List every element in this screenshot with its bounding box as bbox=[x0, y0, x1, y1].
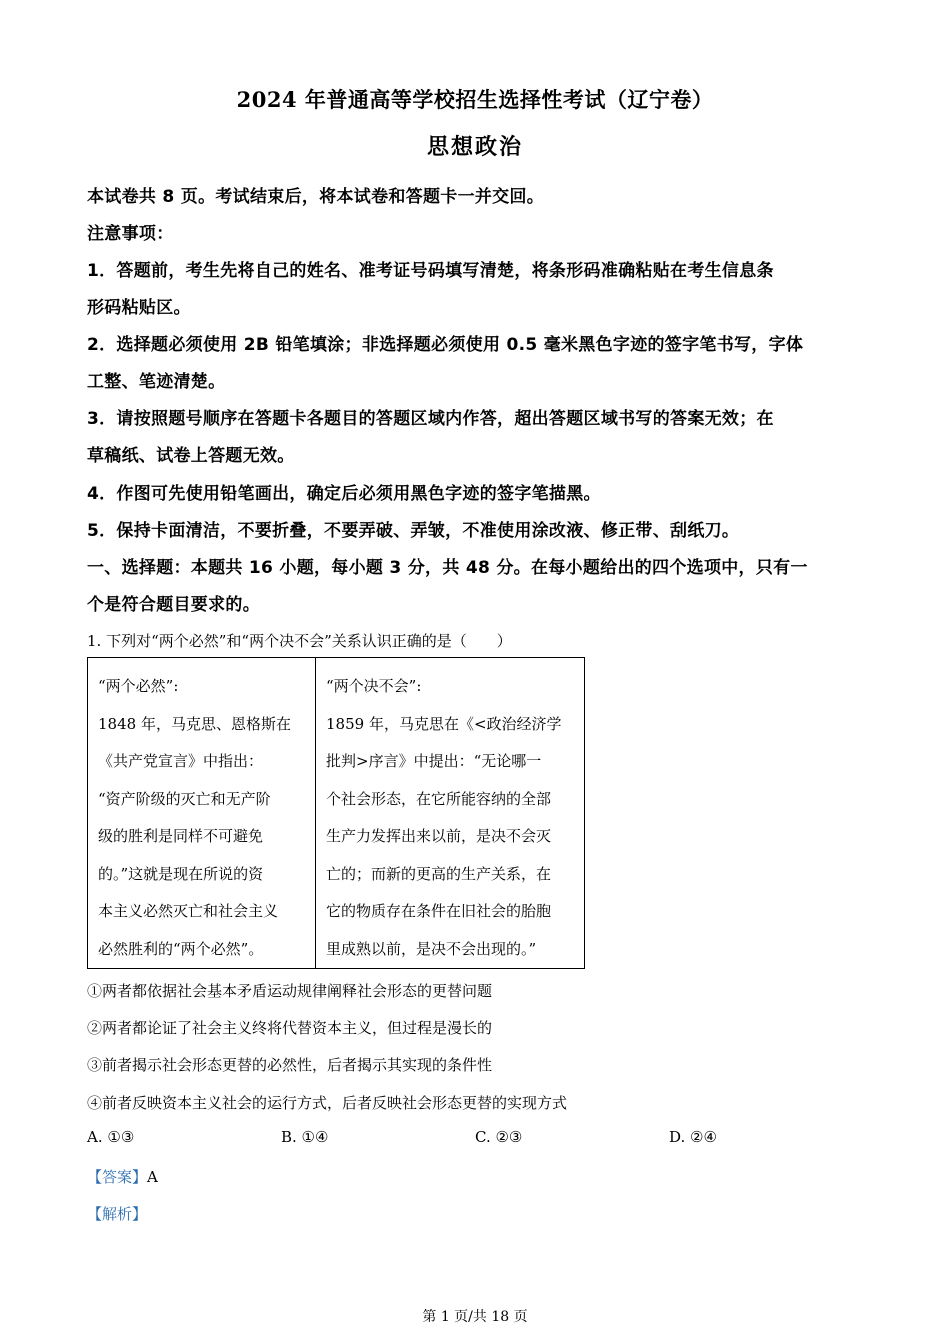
quote-table bbox=[87, 657, 585, 969]
left-cell-line: “资产阶级的灭亡和无产阶 bbox=[98, 789, 271, 808]
answer-line bbox=[87, 1166, 158, 1187]
quote-table-right-cell bbox=[316, 658, 583, 968]
answer-tag: 【答案】 bbox=[87, 1168, 148, 1186]
notice-item-1-line-1: 1．答题前，考生先将自己的姓名、准考证号码填写清楚，将条形码准确粘贴在考生信息条 bbox=[87, 261, 774, 281]
intro-text: 本试卷共 8 页。考试结束后，将本试卷和答题卡一并交回。 bbox=[87, 187, 545, 207]
exam-title: 2024 年普通高等学校招生选择性考试（辽宁卷） bbox=[236, 87, 714, 112]
option-d: D. ②④ bbox=[669, 1128, 717, 1146]
option-b: B. ①④ bbox=[281, 1128, 329, 1146]
right-cell-line: “两个决不会”: bbox=[326, 677, 422, 695]
notice-heading: 注意事项： bbox=[87, 224, 174, 244]
right-cell-line: 它的物质存在条件在旧社会的胎胞 bbox=[326, 902, 552, 920]
notice-item-2-line-1: 2．选择题必须使用 2B 铅笔填涂；非选择题必须使用 0.5 毫米黑色字迹的签字笔书写，字体 bbox=[87, 335, 804, 355]
left-cell-line: 级的胜利是同样不可避免 bbox=[98, 827, 264, 845]
notice-item-1-line-2: 形码粘贴区。 bbox=[87, 298, 191, 318]
notice-item-2-line-2: 工整、笔迹清楚。 bbox=[87, 372, 226, 392]
left-cell-line: 本主义必然灭亡和社会主义 bbox=[98, 902, 279, 920]
section-1-heading-line-2: 个是符合题目要求的。 bbox=[87, 595, 260, 615]
option-a: A. ①③ bbox=[87, 1128, 135, 1146]
subject-title: 思想政治 bbox=[426, 134, 523, 160]
right-cell-line: 里成熟以前，是决不会出现的。” bbox=[326, 939, 537, 958]
right-cell-line: 亡的；而新的更高的生产关系，在 bbox=[326, 864, 552, 883]
left-cell-line: 必然胜利的“两个必然”。 bbox=[98, 939, 264, 958]
statement-2: ②两者都论证了社会主义终将代替资本主义，但过程是漫长的 bbox=[87, 1019, 493, 1037]
left-cell-line: 的。”这就是现在所说的资 bbox=[98, 864, 264, 883]
page-footer: 第 1 页/共 18 页 bbox=[422, 1309, 528, 1325]
option-c: C. ②③ bbox=[475, 1128, 523, 1146]
analysis-tag: 【解析】 bbox=[87, 1205, 148, 1223]
answer-value: A bbox=[147, 1168, 158, 1186]
analysis-line bbox=[87, 1203, 147, 1224]
left-cell-line: “两个必然”: bbox=[98, 677, 179, 695]
question-1-stem: 1. 下列对“两个必然”和“两个决不会”关系认识正确的是（ ） bbox=[87, 632, 512, 650]
statement-3: ③前者揭示社会形态更替的必然性，后者揭示其实现的条件性 bbox=[87, 1056, 493, 1074]
left-cell-line: 1848 年，马克思、恩格斯在 bbox=[98, 714, 291, 733]
right-cell-line: 生产力发挥出来以前，是决不会灭 bbox=[326, 827, 552, 845]
notice-item-3-line-1: 3．请按照题号顺序在答题卡各题目的答题区域内作答，超出答题区域书写的答案无效；在 bbox=[87, 409, 774, 429]
right-cell-line: 批判>序言》中提出：“无论哪一 bbox=[326, 752, 542, 770]
quote-table-left-cell bbox=[88, 658, 316, 968]
right-cell-line: 1859 年，马克思在《<政治经济学 bbox=[326, 714, 562, 733]
notice-item-3-line-2: 草稿纸、试卷上答题无效。 bbox=[87, 446, 295, 466]
statement-4: ④前者反映资本主义社会的运行方式，后者反映社会形态更替的实现方式 bbox=[87, 1094, 568, 1112]
notice-item-4: 4．作图可先使用铅笔画出，确定后必须用黑色字迹的签字笔描黑。 bbox=[87, 484, 601, 504]
right-cell-line: 个社会形态，在它所能容纳的全部 bbox=[326, 789, 552, 808]
left-cell-line: 《共产党宣言》中指出： bbox=[98, 752, 264, 770]
notice-item-5: 5．保持卡面清洁，不要折叠，不要弄破、弄皱，不准使用涂改液、修正带、刮纸刀。 bbox=[87, 521, 740, 541]
statement-1: ①两者都依据社会基本矛盾运动规律阐释社会形态的更替问题 bbox=[87, 982, 493, 1000]
section-1-heading-line-1: 一、选择题：本题共 16 小题，每小题 3 分，共 48 分。在每小题给出的四个选项中，只有一 bbox=[87, 558, 808, 578]
